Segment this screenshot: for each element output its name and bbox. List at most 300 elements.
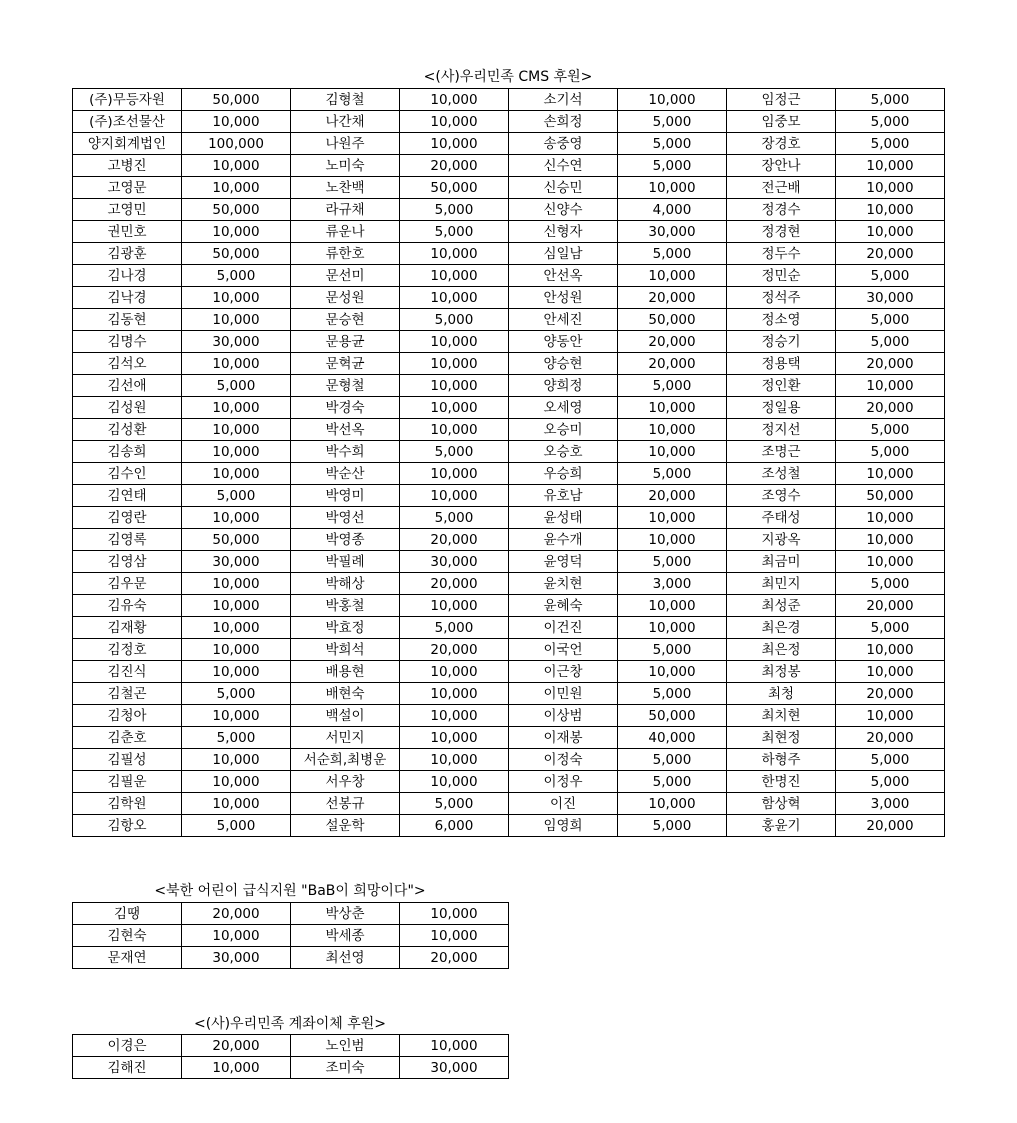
donation-amount-cell: 10,000 — [836, 155, 945, 177]
donor-name-cell: 소기석 — [509, 89, 618, 111]
donor-name-cell: 선봉규 — [291, 793, 400, 815]
donor-name-cell: 이건진 — [509, 617, 618, 639]
donation-amount-cell: 5,000 — [618, 375, 727, 397]
donor-name-cell: 문혁균 — [291, 353, 400, 375]
donor-name-cell: 김성원 — [73, 397, 182, 419]
table-row — [73, 485, 945, 507]
donor-name-cell: 김유숙 — [73, 595, 182, 617]
donor-name-cell: 김성환 — [73, 419, 182, 441]
donor-name-cell: 최치현 — [727, 705, 836, 727]
donor-name-cell: 우승희 — [509, 463, 618, 485]
donation-amount-cell: 10,000 — [400, 1035, 509, 1057]
donor-name-cell: 김땡 — [73, 903, 182, 925]
donation-amount-cell: 10,000 — [182, 925, 291, 947]
donation-amount-cell: 10,000 — [182, 573, 291, 595]
donor-name-cell: 정인환 — [727, 375, 836, 397]
donation-amount-cell: 10,000 — [618, 397, 727, 419]
donor-name-cell: 노인범 — [291, 1035, 400, 1057]
donation-amount-cell: 10,000 — [182, 353, 291, 375]
donation-amount-cell: 5,000 — [618, 815, 727, 837]
donor-name-cell: 오세영 — [509, 397, 618, 419]
donor-name-cell: 신양수 — [509, 199, 618, 221]
donor-name-cell: 김철곤 — [73, 683, 182, 705]
donation-amount-cell: 10,000 — [182, 155, 291, 177]
donor-name-cell: 손희정 — [509, 111, 618, 133]
donor-name-cell: 양지회계법인 — [73, 133, 182, 155]
donation-amount-cell: 3,000 — [836, 793, 945, 815]
donation-amount-cell: 10,000 — [182, 111, 291, 133]
table-row — [73, 177, 945, 199]
table-row — [73, 243, 945, 265]
donation-amount-cell: 50,000 — [400, 177, 509, 199]
donation-amount-cell: 50,000 — [182, 89, 291, 111]
donation-amount-cell: 30,000 — [182, 331, 291, 353]
donation-amount-cell: 5,000 — [182, 375, 291, 397]
cms-donor-table — [72, 88, 945, 837]
donation-amount-cell: 5,000 — [836, 419, 945, 441]
donor-name-cell: 류운나 — [291, 221, 400, 243]
table-row — [73, 771, 945, 793]
donation-amount-cell: 10,000 — [182, 705, 291, 727]
donation-amount-cell: 5,000 — [182, 485, 291, 507]
donation-amount-cell: 10,000 — [400, 661, 509, 683]
donor-name-cell: 서우창 — [291, 771, 400, 793]
donor-name-cell: 심일남 — [509, 243, 618, 265]
donor-name-cell: 최선영 — [291, 947, 400, 969]
donation-amount-cell: 5,000 — [836, 617, 945, 639]
donation-amount-cell: 10,000 — [400, 111, 509, 133]
donor-name-cell: 이정우 — [509, 771, 618, 793]
donation-amount-cell: 10,000 — [182, 309, 291, 331]
donor-name-cell: 박영미 — [291, 485, 400, 507]
donor-name-cell: 고병진 — [73, 155, 182, 177]
table-row — [73, 331, 945, 353]
donor-name-cell: 김형철 — [291, 89, 400, 111]
table-row — [73, 639, 945, 661]
donation-amount-cell: 10,000 — [400, 705, 509, 727]
table-row — [73, 573, 945, 595]
donation-amount-cell: 10,000 — [400, 903, 509, 925]
donation-amount-cell: 10,000 — [400, 595, 509, 617]
donor-name-cell: 김춘호 — [73, 727, 182, 749]
donor-name-cell: 신수연 — [509, 155, 618, 177]
donation-amount-cell: 5,000 — [400, 309, 509, 331]
donor-name-cell: 정승기 — [727, 331, 836, 353]
donation-amount-cell: 10,000 — [836, 551, 945, 573]
donation-amount-cell: 5,000 — [836, 265, 945, 287]
table-row — [73, 749, 945, 771]
donor-name-cell: (주)조선물산 — [73, 111, 182, 133]
donation-amount-cell: 20,000 — [182, 903, 291, 925]
donation-amount-cell: 30,000 — [618, 221, 727, 243]
donor-name-cell: 유호남 — [509, 485, 618, 507]
donor-name-cell: 최성준 — [727, 595, 836, 617]
donation-amount-cell: 20,000 — [618, 353, 727, 375]
donation-amount-cell: 10,000 — [836, 661, 945, 683]
donation-amount-cell: 10,000 — [400, 375, 509, 397]
donation-amount-cell: 5,000 — [836, 309, 945, 331]
donor-name-cell: 장경호 — [727, 133, 836, 155]
bab-donor-rows — [73, 903, 509, 969]
donation-amount-cell: 10,000 — [182, 177, 291, 199]
donor-name-cell: 김청아 — [73, 705, 182, 727]
donation-amount-cell: 10,000 — [836, 375, 945, 397]
donor-name-cell: 박홍철 — [291, 595, 400, 617]
donor-name-cell: 김광훈 — [73, 243, 182, 265]
donation-amount-cell: 50,000 — [618, 309, 727, 331]
donor-name-cell: 류한호 — [291, 243, 400, 265]
donor-name-cell: 고영문 — [73, 177, 182, 199]
donation-amount-cell: 30,000 — [836, 287, 945, 309]
donor-name-cell: 장안나 — [727, 155, 836, 177]
donation-amount-cell: 10,000 — [182, 793, 291, 815]
donation-amount-cell: 10,000 — [400, 771, 509, 793]
table-row — [73, 551, 945, 573]
bab-donor-table — [72, 902, 509, 969]
table-row — [73, 595, 945, 617]
donation-amount-cell: 10,000 — [182, 397, 291, 419]
donor-name-cell: 김우문 — [73, 573, 182, 595]
donation-amount-cell: 10,000 — [618, 661, 727, 683]
donation-amount-cell: 10,000 — [836, 463, 945, 485]
table-row — [73, 617, 945, 639]
donation-amount-cell: 5,000 — [182, 727, 291, 749]
donation-amount-cell: 10,000 — [836, 639, 945, 661]
donor-name-cell: 정소영 — [727, 309, 836, 331]
donation-amount-cell: 5,000 — [618, 243, 727, 265]
donation-amount-cell: 5,000 — [182, 815, 291, 837]
donor-name-cell: 임영희 — [509, 815, 618, 837]
donation-amount-cell: 5,000 — [400, 617, 509, 639]
donor-name-cell: 김송희 — [73, 441, 182, 463]
donor-name-cell: 김진식 — [73, 661, 182, 683]
donation-amount-cell: 5,000 — [836, 749, 945, 771]
donor-name-cell: 김현숙 — [73, 925, 182, 947]
donation-amount-cell: 20,000 — [400, 947, 509, 969]
donation-amount-cell: 10,000 — [400, 463, 509, 485]
donation-amount-cell: 10,000 — [182, 749, 291, 771]
donation-amount-cell: 10,000 — [618, 177, 727, 199]
donation-amount-cell: 10,000 — [182, 221, 291, 243]
donation-amount-cell: 5,000 — [618, 551, 727, 573]
table-row — [73, 793, 945, 815]
donor-name-cell: 정민순 — [727, 265, 836, 287]
donation-amount-cell: 20,000 — [400, 573, 509, 595]
donor-name-cell: 최민지 — [727, 573, 836, 595]
donation-amount-cell: 5,000 — [400, 199, 509, 221]
donation-amount-cell: 20,000 — [182, 1035, 291, 1057]
donor-name-cell: 노찬백 — [291, 177, 400, 199]
donation-amount-cell: 10,000 — [836, 705, 945, 727]
donor-name-cell: 안성원 — [509, 287, 618, 309]
table-row — [73, 925, 509, 947]
donation-amount-cell: 10,000 — [182, 441, 291, 463]
table-row — [73, 463, 945, 485]
donor-name-cell: 이민원 — [509, 683, 618, 705]
donor-name-cell: 김재황 — [73, 617, 182, 639]
donation-amount-cell: 5,000 — [618, 749, 727, 771]
account-transfer-section-title: <(사)우리민족 계좌이체 후원> — [193, 1016, 387, 1032]
donation-amount-cell: 10,000 — [618, 617, 727, 639]
donation-amount-cell: 40,000 — [618, 727, 727, 749]
donor-name-cell: 김필운 — [73, 771, 182, 793]
donation-amount-cell: 20,000 — [836, 727, 945, 749]
donation-amount-cell: 5,000 — [836, 89, 945, 111]
table-row — [73, 419, 945, 441]
donor-name-cell: 지광옥 — [727, 529, 836, 551]
donor-name-cell: 한명진 — [727, 771, 836, 793]
donation-amount-cell: 20,000 — [836, 397, 945, 419]
donor-name-cell: 고영민 — [73, 199, 182, 221]
donation-amount-cell: 4,000 — [618, 199, 727, 221]
donation-amount-cell: 10,000 — [618, 441, 727, 463]
donor-name-cell: 김정호 — [73, 639, 182, 661]
donation-amount-cell: 5,000 — [618, 639, 727, 661]
donor-name-cell: 정두수 — [727, 243, 836, 265]
donor-name-cell: 최청 — [727, 683, 836, 705]
donor-name-cell: 박희석 — [291, 639, 400, 661]
donor-name-cell: 윤혜숙 — [509, 595, 618, 617]
donation-amount-cell: 5,000 — [836, 111, 945, 133]
donor-name-cell: 문선미 — [291, 265, 400, 287]
donor-name-cell: 박세종 — [291, 925, 400, 947]
table-row — [73, 1035, 509, 1057]
donation-amount-cell: 10,000 — [836, 529, 945, 551]
donor-name-cell: 설운학 — [291, 815, 400, 837]
donor-name-cell: 노미숙 — [291, 155, 400, 177]
donor-name-cell: 권민호 — [73, 221, 182, 243]
donor-name-cell: 김동현 — [73, 309, 182, 331]
donor-name-cell: 이경은 — [73, 1035, 182, 1057]
donation-amount-cell: 10,000 — [182, 287, 291, 309]
donor-name-cell: 이정숙 — [509, 749, 618, 771]
donor-name-cell: 정일용 — [727, 397, 836, 419]
donor-name-cell: 조성철 — [727, 463, 836, 485]
donor-name-cell: 함상혁 — [727, 793, 836, 815]
donation-amount-cell: 6,000 — [400, 815, 509, 837]
donation-amount-cell: 10,000 — [618, 529, 727, 551]
donation-amount-cell: 10,000 — [618, 89, 727, 111]
donor-name-cell: 최은정 — [727, 639, 836, 661]
table-row — [73, 265, 945, 287]
donation-amount-cell: 10,000 — [400, 353, 509, 375]
table-row — [73, 507, 945, 529]
donation-amount-cell: 10,000 — [400, 331, 509, 353]
donation-amount-cell: 100,000 — [182, 133, 291, 155]
donor-name-cell: 임중모 — [727, 111, 836, 133]
bab-section-title: <북한 어린이 급식지원 "BaB이 희망이다"> — [154, 883, 426, 899]
table-row — [73, 815, 945, 837]
donation-amount-cell: 10,000 — [618, 507, 727, 529]
donation-amount-cell: 5,000 — [400, 507, 509, 529]
donor-name-cell: (주)무등자원 — [73, 89, 182, 111]
table-row — [73, 221, 945, 243]
donor-name-cell: 김낙경 — [73, 287, 182, 309]
table-row — [73, 353, 945, 375]
donation-amount-cell: 5,000 — [400, 221, 509, 243]
donor-name-cell: 오승미 — [509, 419, 618, 441]
donor-name-cell: 박경숙 — [291, 397, 400, 419]
donor-name-cell: 하형주 — [727, 749, 836, 771]
donor-name-cell: 김영란 — [73, 507, 182, 529]
donor-name-cell: 윤성태 — [509, 507, 618, 529]
donation-amount-cell: 10,000 — [182, 419, 291, 441]
donor-name-cell: 조미숙 — [291, 1057, 400, 1079]
donor-name-cell: 김영록 — [73, 529, 182, 551]
donation-amount-cell: 10,000 — [182, 771, 291, 793]
donor-name-cell: 김필성 — [73, 749, 182, 771]
donor-name-cell: 김나경 — [73, 265, 182, 287]
donor-name-cell: 박영종 — [291, 529, 400, 551]
donation-amount-cell: 20,000 — [618, 331, 727, 353]
donor-name-cell: 김석오 — [73, 353, 182, 375]
donation-amount-cell: 10,000 — [400, 925, 509, 947]
donor-name-cell: 임정근 — [727, 89, 836, 111]
table-row — [73, 705, 945, 727]
donor-name-cell: 박효정 — [291, 617, 400, 639]
donor-name-cell: 안선옥 — [509, 265, 618, 287]
donor-name-cell: 배현숙 — [291, 683, 400, 705]
donation-amount-cell: 10,000 — [400, 419, 509, 441]
donation-amount-cell: 10,000 — [400, 243, 509, 265]
donation-amount-cell: 30,000 — [182, 947, 291, 969]
donor-name-cell: 나원주 — [291, 133, 400, 155]
donor-name-cell: 라규채 — [291, 199, 400, 221]
donor-name-cell: 김항오 — [73, 815, 182, 837]
table-row — [73, 903, 509, 925]
table-row — [73, 727, 945, 749]
table-row — [73, 111, 945, 133]
donation-amount-cell: 10,000 — [836, 507, 945, 529]
donation-amount-cell: 5,000 — [618, 771, 727, 793]
donor-name-cell: 배용현 — [291, 661, 400, 683]
donor-name-cell: 전근배 — [727, 177, 836, 199]
table-row — [73, 309, 945, 331]
donor-name-cell: 조명근 — [727, 441, 836, 463]
donation-amount-cell: 20,000 — [618, 287, 727, 309]
donor-name-cell: 주태성 — [727, 507, 836, 529]
table-row — [73, 155, 945, 177]
donor-name-cell: 안세진 — [509, 309, 618, 331]
donor-name-cell: 박선옥 — [291, 419, 400, 441]
donor-name-cell: 이상범 — [509, 705, 618, 727]
donor-name-cell: 문재연 — [73, 947, 182, 969]
donor-name-cell: 윤치현 — [509, 573, 618, 595]
donation-amount-cell: 10,000 — [618, 419, 727, 441]
donor-name-cell: 박수희 — [291, 441, 400, 463]
donor-name-cell: 문용균 — [291, 331, 400, 353]
account-transfer-donor-table — [72, 1034, 509, 1079]
donation-amount-cell: 50,000 — [618, 705, 727, 727]
donation-amount-cell: 10,000 — [618, 595, 727, 617]
donor-name-cell: 양희정 — [509, 375, 618, 397]
donation-amount-cell: 10,000 — [182, 595, 291, 617]
donation-amount-cell: 30,000 — [400, 551, 509, 573]
donor-name-cell: 최금미 — [727, 551, 836, 573]
donation-amount-cell: 10,000 — [182, 617, 291, 639]
donor-name-cell: 김연태 — [73, 485, 182, 507]
donor-name-cell: 정경현 — [727, 221, 836, 243]
donor-name-cell: 문형철 — [291, 375, 400, 397]
donor-name-cell: 박영선 — [291, 507, 400, 529]
donor-name-cell: 신형자 — [509, 221, 618, 243]
donation-amount-cell: 20,000 — [618, 485, 727, 507]
table-row — [73, 441, 945, 463]
donation-amount-cell: 20,000 — [836, 243, 945, 265]
donation-amount-cell: 5,000 — [400, 793, 509, 815]
cms-donor-rows — [73, 89, 945, 837]
table-row — [73, 133, 945, 155]
donor-name-cell: 정용택 — [727, 353, 836, 375]
donor-name-cell: 김수인 — [73, 463, 182, 485]
donor-name-cell: 박해상 — [291, 573, 400, 595]
table-row — [73, 375, 945, 397]
donation-amount-cell: 50,000 — [836, 485, 945, 507]
donor-name-cell: 이근창 — [509, 661, 618, 683]
donor-name-cell: 김선애 — [73, 375, 182, 397]
donation-amount-cell: 20,000 — [836, 353, 945, 375]
donation-amount-cell: 20,000 — [400, 529, 509, 551]
donor-name-cell: 최은경 — [727, 617, 836, 639]
donor-name-cell: 양승현 — [509, 353, 618, 375]
donor-name-cell: 서민지 — [291, 727, 400, 749]
donation-amount-cell: 30,000 — [400, 1057, 509, 1079]
donation-amount-cell: 5,000 — [836, 441, 945, 463]
donation-amount-cell: 5,000 — [400, 441, 509, 463]
donation-amount-cell: 50,000 — [182, 529, 291, 551]
donation-amount-cell: 20,000 — [836, 815, 945, 837]
donation-amount-cell: 5,000 — [182, 265, 291, 287]
donation-amount-cell: 10,000 — [400, 485, 509, 507]
donor-name-cell: 홍윤기 — [727, 815, 836, 837]
donation-amount-cell: 10,000 — [836, 177, 945, 199]
table-row — [73, 397, 945, 419]
donor-name-cell: 이진 — [509, 793, 618, 815]
donor-name-cell: 김영삼 — [73, 551, 182, 573]
donation-amount-cell: 10,000 — [618, 265, 727, 287]
donation-amount-cell: 10,000 — [400, 727, 509, 749]
donor-name-cell: 박필례 — [291, 551, 400, 573]
donor-name-cell: 이재봉 — [509, 727, 618, 749]
donor-name-cell: 송중영 — [509, 133, 618, 155]
donation-amount-cell: 20,000 — [836, 595, 945, 617]
donation-amount-cell: 10,000 — [618, 793, 727, 815]
donor-name-cell: 박순산 — [291, 463, 400, 485]
donation-amount-cell: 5,000 — [836, 771, 945, 793]
donation-amount-cell: 10,000 — [182, 1057, 291, 1079]
donation-amount-cell: 5,000 — [618, 683, 727, 705]
donor-name-cell: 문성원 — [291, 287, 400, 309]
donor-name-cell: 신승민 — [509, 177, 618, 199]
table-row — [73, 89, 945, 111]
donor-name-cell: 오승호 — [509, 441, 618, 463]
donation-amount-cell: 5,000 — [182, 683, 291, 705]
donation-amount-cell: 20,000 — [400, 155, 509, 177]
table-row — [73, 1057, 509, 1079]
donation-amount-cell: 5,000 — [618, 111, 727, 133]
donation-amount-cell: 30,000 — [182, 551, 291, 573]
donation-amount-cell: 10,000 — [400, 683, 509, 705]
donor-name-cell: 정석주 — [727, 287, 836, 309]
donation-amount-cell: 5,000 — [836, 573, 945, 595]
donation-amount-cell: 10,000 — [400, 397, 509, 419]
donor-name-cell: 김해진 — [73, 1057, 182, 1079]
donor-name-cell: 문승현 — [291, 309, 400, 331]
donation-amount-cell: 10,000 — [182, 639, 291, 661]
donor-name-cell: 정경수 — [727, 199, 836, 221]
donation-amount-cell: 50,000 — [182, 199, 291, 221]
donation-amount-cell: 20,000 — [400, 639, 509, 661]
